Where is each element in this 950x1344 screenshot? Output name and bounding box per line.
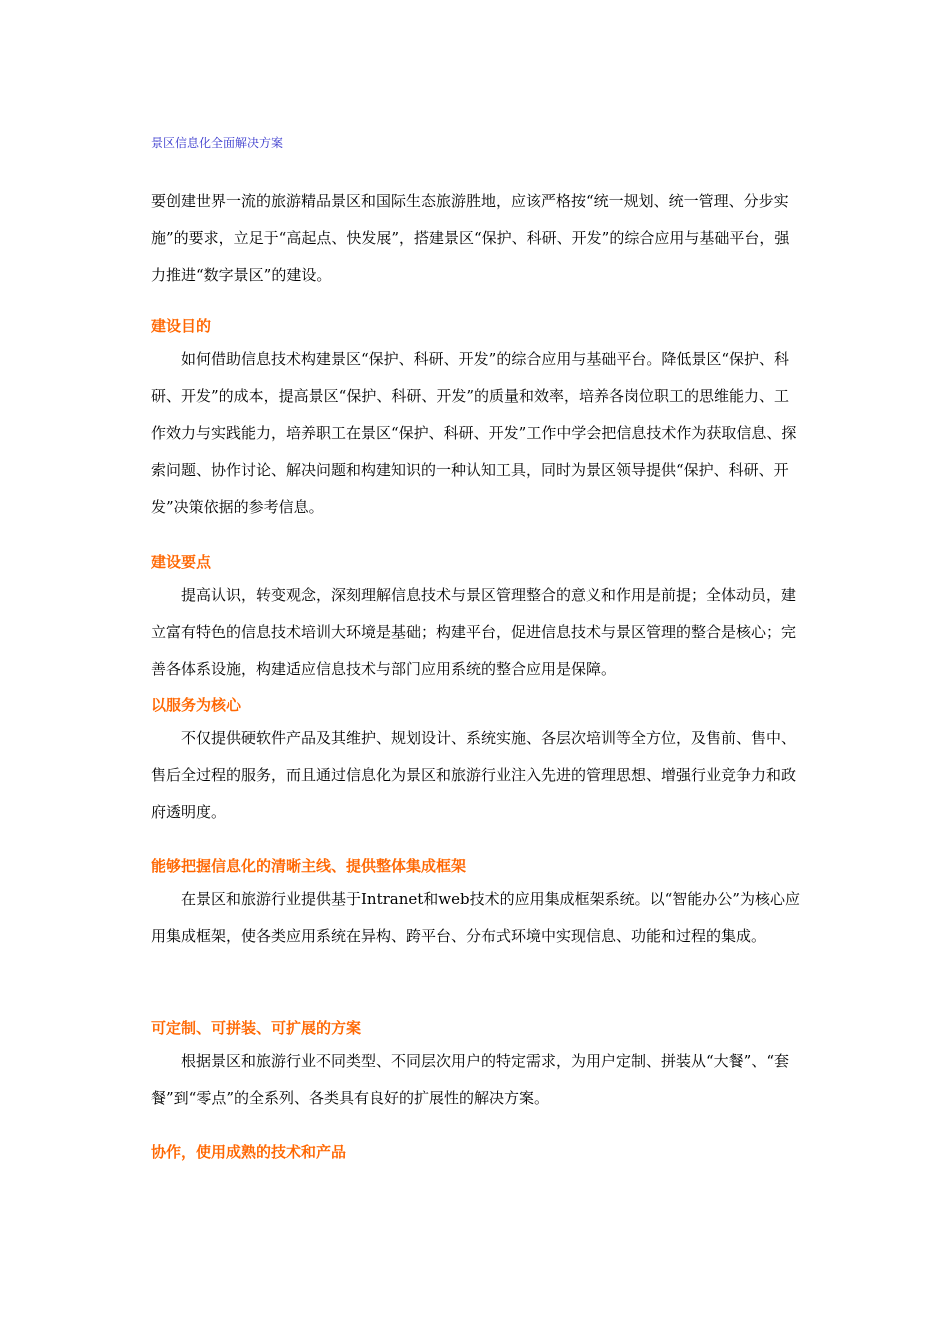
section-body-purpose: 如何借助信息技术构建景区“保护、科研、开发”的综合应用与基础平台。降低景区“保护、科研、开发”的成本，提高景区“保护、科研、开发”的质量和效率，培养各岗位职工的思维能力、工作效力与实践能力，培养职工在景区“保护、科研、开发”工作中学会把信息技术作为获取信息、探索问题、协作讨论、解决问题和构建知识的一种认知工具，同时为景区领导提供“保护、科研、开发”决策依据的参考信息。 [151, 350, 797, 516]
intro-paragraph: 要创建世界一流的旅游精品景区和国际生态旅游胜地，应该严格按“统一规划、统一管理、分步实施”的要求，立足于“高起点、快发展”，搭建景区“保护、科研、开发”的综合应用与基础平台，强力推进“数字景区”的建设。 [151, 192, 790, 284]
section-heading-mature-technology: 协作，使用成熟的技术和产品 [151, 1143, 347, 1161]
section-heading-purpose: 建设目的 [151, 317, 212, 335]
section-body-customizable-solution: 根据景区和旅游行业不同类型、不同层次用户的特定需求，为用户定制、拼装从“大餐”、“套餐”到“零点”的全系列、各类具有良好的扩展性的解决方案。 [151, 1052, 790, 1107]
section-heading-customizable-solution: 可定制、可拼装、可扩展的方案 [151, 1019, 362, 1037]
document-title: 景区信息化全面解决方案 [151, 136, 284, 150]
section-heading-key-points: 建设要点 [151, 553, 212, 571]
section-body-key-points: 提高认识，转变观念，深刻理解信息技术与景区管理整合的意义和作用是前提；全体动员，建立富有特色的信息技术培训大环境是基础；构建平台，促进信息技术与景区管理的整合是核心；完善各体系设施，构建适应信息技术与部门应用系统的整合应用是保障。 [151, 586, 797, 678]
section-heading-integration-framework: 能够把握信息化的清晰主线、提供整体集成框架 [151, 857, 467, 875]
section-heading-service-core: 以服务为核心 [151, 696, 242, 714]
section-body-integration-framework: 在景区和旅游行业提供基于Intranet和web技术的应用集成框架系统。以“智能办公”为核心应用集成框架，使各类应用系统在异构、跨平台、分布式环境中实现信息、功能和过程的集成。 [151, 890, 800, 945]
section-body-service-core: 不仅提供硬软件产品及其维护、规划设计、系统实施、各层次培训等全方位，及售前、售中、售后全过程的服务，而且通过信息化为景区和旅游行业注入先进的管理思想、增强行业竞争力和政府透明度。 [151, 729, 797, 821]
